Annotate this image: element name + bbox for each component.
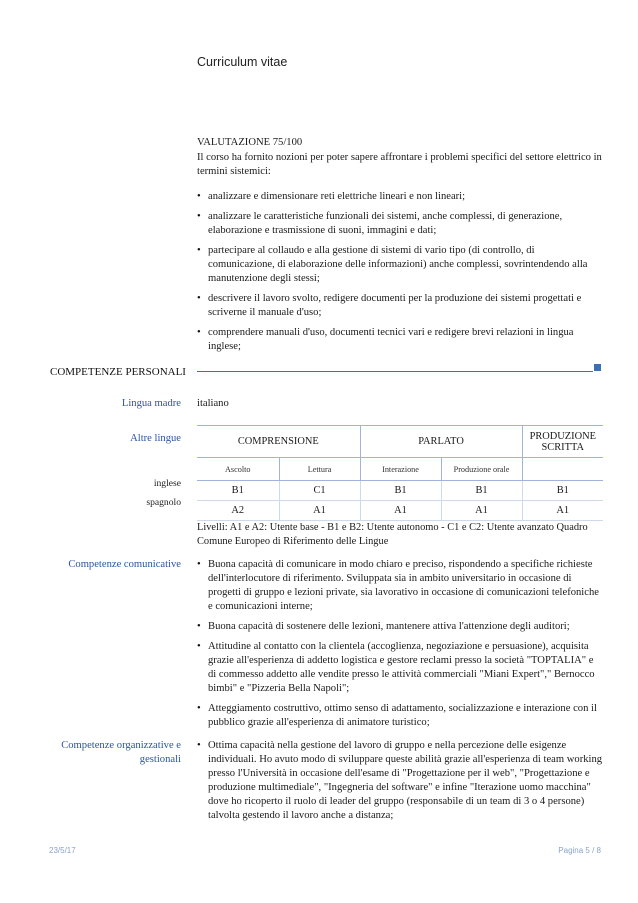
communication-skills-block [197, 558, 603, 736]
language-name-spanish: spagnolo [146, 497, 181, 508]
section-divider [197, 371, 593, 372]
level-cell: B1 [360, 481, 441, 501]
list-item: • Ottima capacità nella gestione del lavoro di gruppo e nella percezione delle esigenze individuali. Ho avuto modo di sviluppare queste abilità grazie all'esperienza di team working presso l'Università in occasione dell'esame di "Progettazione per il web", "Progettazione e produzione multimediale", "Ingegneria del software" e infine "Iterazione uomo macchina" dove ho ricoperto il ruolo di leader del gruppo (responsabile di un team di 3 o 4 persone) talvolta gestendo il lavoro anche a distanza; [197, 739, 603, 823]
subheader-listening: Ascolto [197, 458, 279, 481]
other-languages-label: Altre lingue [130, 433, 181, 444]
footer-page-number: Pagina 5 / 8 [558, 846, 601, 855]
level-cell: B1 [441, 481, 522, 501]
level-cell: A1 [279, 501, 360, 521]
section-heading-personal-skills: COMPETENZE PERSONALI [50, 366, 186, 378]
organizational-skills-label: Competenze organizzative e gestionali [61, 740, 181, 765]
footer-date: 23/5/17 [49, 846, 76, 855]
list-item: • Atteggiamento costruttivo, ottimo senso di adattamento, socializzazione e interazione con il pubblico grazie all'esperienza di animatore turistico; [197, 702, 603, 730]
language-table-header [197, 426, 603, 458]
list-item: • partecipare al collaudo e alla gestione di sistemi di vario tipo (di controllo, di comunicazione, di elaborazione delle informazioni) anche complessi, sovrintendendo alla manutenzione degli stessi; [197, 244, 603, 286]
evaluation-intro: Il corso ha fornito nozioni per poter sapere affrontare i problemi specifici del settore elettrico in termini sistemici: [197, 152, 602, 177]
list-item: • Attitudine al contatto con la clientela (accoglienza, negoziazione e persuasione), acquisita grazie all'esperienza di addetto logistica e gestore reclami presso la società "TOPTALIA" e di commesso addetto alle vendite presso le attività commerciali "Miani Expert"," Bernocco bimbi" e "Pizzeria Bella Napoli"; [197, 640, 603, 696]
organizational-skills-block [197, 739, 603, 829]
header-speaking: PARLATO [360, 426, 522, 458]
level-cell: B1 [197, 481, 279, 501]
table-row [197, 501, 603, 521]
communication-skills-label: Competenze comunicative [68, 559, 181, 570]
table-row [197, 481, 603, 501]
evaluation-label: VALUTAZIONE 75/100 [197, 137, 303, 148]
language-name-english: inglese [153, 478, 181, 489]
section-marker-square [594, 364, 601, 371]
list-item: • analizzare le caratteristiche funzionali dei sistemi, anche complessi, di generazione, elaborazione e trasmissione di suoni, immagini e dati; [197, 210, 603, 238]
level-cell: A1 [441, 501, 522, 521]
list-item: • analizzare e dimensionare reti elettriche lineari e non lineari; [197, 190, 603, 204]
list-item: • comprendere manuali d'uso, documenti tecnici vari e redigere brevi relazioni in lingua inglese; [197, 326, 603, 354]
list-item: • descrivere il lavoro svolto, redigere documenti per la produzione dei sistemi progettati e scriverne il manuale d'uso; [197, 292, 603, 320]
subheader-writing-empty [522, 458, 603, 481]
mother-tongue-label: Lingua madre [121, 398, 181, 409]
subheader-interaction: Interazione [360, 458, 441, 481]
language-levels-note: Livelli: A1 e A2: Utente base - B1 e B2: Utente autonomo - C1 e C2: Utente avanzato Quadro Comune Europeo di Riferimento delle Lingue [197, 522, 588, 547]
document-title: Curriculum vitae [197, 55, 288, 69]
list-item: • Buona capacità di comunicare in modo chiaro e preciso, rispondendo a specifiche richieste dell'interlocutore di riferimento. Sviluppata sia in ambito universitario in occasione di progetti di gruppo e lezioni private, sia lavorativo in occasione di comunicazioni telefoniche e comunicazioni interne; [197, 558, 603, 614]
level-cell: A1 [522, 501, 603, 521]
mother-tongue-value: italiano [197, 398, 229, 409]
level-cell: C1 [279, 481, 360, 501]
header-comprehension: COMPRENSIONE [197, 426, 360, 458]
subheader-production: Produzione orale [441, 458, 522, 481]
level-cell: A2 [197, 501, 279, 521]
language-table-subheader [197, 458, 603, 481]
subheader-reading: Lettura [279, 458, 360, 481]
level-cell: B1 [522, 481, 603, 501]
list-item: • Buona capacità di sostenere delle lezioni, mantenere attiva l'attenzione degli auditori; [197, 620, 603, 634]
evaluation-list [197, 190, 603, 354]
header-writing: PRODUZIONE SCRITTA [522, 426, 603, 458]
evaluation-block [197, 136, 603, 360]
language-table [197, 425, 603, 549]
level-cell: A1 [360, 501, 441, 521]
